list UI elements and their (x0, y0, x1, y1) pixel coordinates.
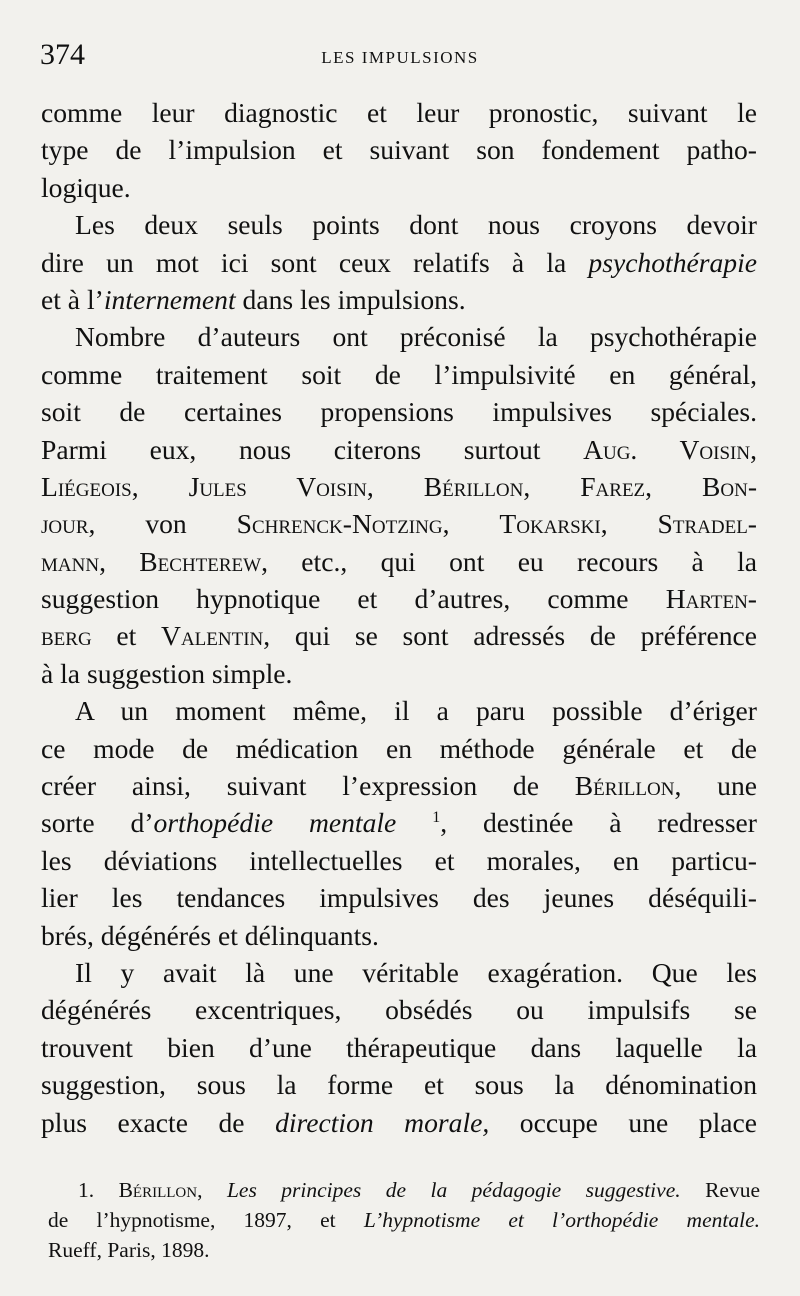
text-line: brés, dégénérés et délinquants. (41, 919, 379, 951)
author-name: Aug. Voisin (583, 433, 751, 465)
text-line: mann, Bechterew, etc., qui ont eu recours à la (41, 545, 758, 577)
footnote-line: Rueff, Paris, 1898. (48, 1238, 210, 1262)
text-line: berg et Valentin, qui se sont adressés de préférence (41, 620, 758, 652)
book-title: L’hypnotisme et l’orthopédie mentale. (363, 1208, 760, 1232)
author-name: Bechterew (139, 545, 262, 577)
author-name: Bérillon (574, 770, 675, 802)
text-line: A un moment même, il a paru possible d’ériger (75, 695, 757, 727)
page-number: 374 (40, 38, 85, 71)
author-name: mann (41, 545, 100, 577)
text-line: à la suggestion simple. (41, 657, 293, 689)
page-header (40, 38, 760, 82)
author-name: Stradel- (657, 508, 757, 540)
author-name: Bérillon (423, 470, 524, 502)
author-name: Schrenck-Notzing (236, 508, 443, 540)
text-line: Liégeois, Jules Voisin, Bérillon, Farez, Bon- (41, 470, 758, 502)
text-line: Nombre d’auteurs ont préconisé la psychothérapie (75, 321, 757, 353)
text-line: comme leur diagnostic et leur pronostic, suivant le (41, 97, 757, 128)
text-line: lier les tendances impulsives des jeunes déséquili- (41, 882, 757, 914)
footnote-marker: 1 (432, 809, 441, 827)
paragraph (41, 94, 757, 206)
footnote-line: 1. Bérillon, Les principes de la pédagogie suggestive. Revue (78, 1178, 761, 1202)
italic-term: psychothérapie (588, 246, 757, 278)
text-line: plus exacte de direction morale, occupe une place (41, 1106, 758, 1138)
footnote-line: de l’hypnotisme, 1897, et L’hypnotisme et l’orthopédie mentale. (48, 1208, 760, 1232)
text-line: ce mode de médication en méthode générale et de (41, 732, 757, 764)
body-text (41, 94, 757, 1141)
author-name: Tokarski (499, 508, 601, 540)
italic-term: orthopédie mentale (153, 807, 397, 839)
text-line: suggestion, sous la forme et sous la dénomination (41, 1069, 757, 1101)
text-line: créer ainsi, suivant l’expression de Bérillon, une (41, 770, 757, 802)
author-name: Harten- (665, 583, 757, 615)
text-line: et à l’internement dans les impulsions. (41, 283, 466, 315)
text-line: sorte d’orthopédie mentale $^1$, destinée à redresser (41, 807, 757, 839)
author-name: Bérillon (118, 1178, 198, 1202)
text-line: type de l’impulsion et suivant son fondement patho- (41, 134, 757, 166)
text-line: les déviations intellectuelles et morales, en particu- (41, 844, 757, 876)
author-name: Liégeois (41, 470, 132, 502)
paragraph (41, 692, 757, 954)
italic-term: direction morale, (275, 1106, 490, 1138)
running-title: LES IMPULSIONS (321, 48, 479, 67)
author-name: berg (41, 620, 92, 652)
text-line: soit de certaines propensions impulsives spéciales. (41, 396, 757, 428)
author-name: Valentin (161, 620, 264, 652)
text-line: dégénérés excentriques, obsédés ou impulsifs se (41, 994, 757, 1026)
italic-term: internement (103, 283, 236, 315)
author-name: Jules Voisin (188, 470, 367, 502)
book-title: Les principes de la pédagogie suggestive. (226, 1178, 681, 1202)
text-line: suggestion hypnotique et d’autres, comme Harten- (41, 583, 757, 615)
text-line: logique. (41, 171, 131, 203)
author-name: Bon- (702, 470, 758, 502)
paragraph (41, 206, 757, 318)
footnote (48, 1175, 760, 1265)
author-name: jour (41, 508, 89, 540)
text-line: jour, von Schrenck-Notzing, Tokarski, Stradel- (41, 508, 757, 540)
text-line: Les deux seuls points dont nous croyons devoir (75, 209, 757, 241)
text-line: trouvent bien d’une thérapeutique dans laquelle la (41, 1031, 757, 1063)
paragraph (41, 954, 757, 1141)
text-line: Il y avait là une véritable exagération. Que les (75, 956, 757, 988)
paragraph (41, 318, 757, 692)
text-line: dire un mot ici sont ceux relatifs à la psychothérapie (41, 246, 757, 278)
text-line: comme traitement soit de l’impulsivité en général, (41, 358, 757, 390)
author-name: Farez (580, 470, 646, 502)
text-line: Parmi eux, nous citerons surtout Aug. Voisin, (41, 433, 757, 465)
